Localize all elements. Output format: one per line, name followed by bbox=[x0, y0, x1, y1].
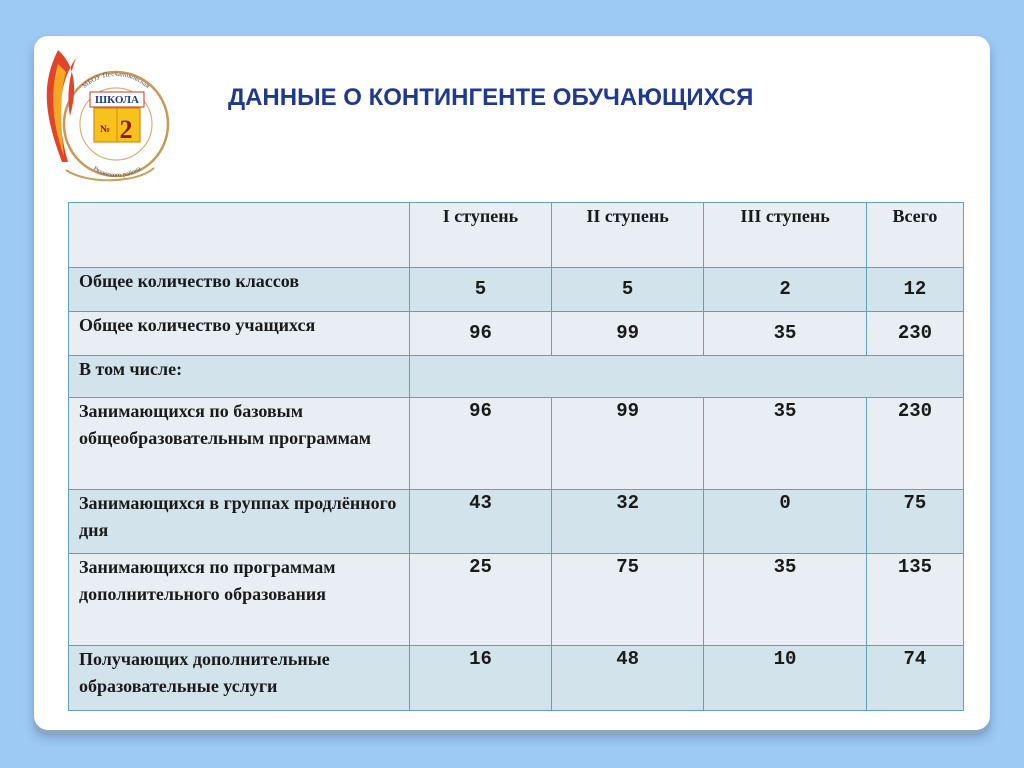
table-row bbox=[69, 554, 964, 646]
header-total: Всего bbox=[866, 203, 963, 268]
table-row bbox=[69, 398, 964, 490]
logo-school-label: ШКОЛА bbox=[95, 94, 139, 106]
cell-value: 96 bbox=[410, 312, 552, 356]
cell-value: 32 bbox=[551, 490, 703, 554]
header-empty-cell bbox=[69, 203, 410, 268]
cell-value: 25 bbox=[410, 554, 552, 646]
logo-arc-text: МБОУ Песчаноковская bbox=[80, 70, 152, 90]
header-stage-2: II ступень bbox=[551, 203, 703, 268]
logo-number: 2 bbox=[119, 115, 133, 144]
cell-value: 48 bbox=[551, 646, 703, 711]
cell-value: 75 bbox=[866, 490, 963, 554]
row-label: Общее количество учащихся bbox=[69, 312, 410, 356]
cell-value: 99 bbox=[551, 398, 703, 490]
merged-empty-cell bbox=[410, 356, 964, 398]
cell-value: 5 bbox=[410, 268, 552, 312]
cell-value: 12 bbox=[866, 268, 963, 312]
row-label: Занимающихся по программам дополнительного образования bbox=[69, 554, 410, 646]
cell-value: 96 bbox=[410, 398, 552, 490]
contingent-table bbox=[68, 202, 964, 711]
header-stage-3: III ступень bbox=[704, 203, 867, 268]
school-logo bbox=[36, 44, 171, 189]
logo-number-sign: № bbox=[99, 124, 111, 135]
cell-value: 2 bbox=[704, 268, 867, 312]
cell-value: 230 bbox=[866, 312, 963, 356]
cell-value: 74 bbox=[866, 646, 963, 711]
row-label: Получающих дополнительные образовательные услуги bbox=[69, 646, 410, 711]
row-label: Занимающихся по базовым общеобразовательным программам bbox=[69, 398, 410, 490]
cell-value: 135 bbox=[866, 554, 963, 646]
table-row bbox=[69, 268, 964, 312]
cell-value: 35 bbox=[704, 312, 867, 356]
logo-bottom-text: Рязанского района bbox=[91, 165, 143, 179]
row-label: Общее количество классов bbox=[69, 268, 410, 312]
row-label: В том числе: bbox=[69, 356, 410, 398]
cell-value: 43 bbox=[410, 490, 552, 554]
table-row bbox=[69, 312, 964, 356]
cell-value: 16 bbox=[410, 646, 552, 711]
cell-value: 99 bbox=[551, 312, 703, 356]
header-stage-1: I ступень bbox=[410, 203, 552, 268]
cell-value: 35 bbox=[704, 398, 867, 490]
cell-value: 10 bbox=[704, 646, 867, 711]
table-header-row bbox=[69, 203, 964, 268]
cell-value: 75 bbox=[551, 554, 703, 646]
cell-value: 35 bbox=[704, 554, 867, 646]
table-row bbox=[69, 646, 964, 711]
cell-value: 230 bbox=[866, 398, 963, 490]
page-title: ДАННЫЕ О КОНТИНГЕНТЕ ОБУЧАЮЩИХСЯ bbox=[228, 84, 754, 111]
cell-value: 5 bbox=[551, 268, 703, 312]
table-row bbox=[69, 356, 964, 398]
cell-value: 0 bbox=[704, 490, 867, 554]
row-label: Занимающихся в группах продлённого дня bbox=[69, 490, 410, 554]
table-row bbox=[69, 490, 964, 554]
